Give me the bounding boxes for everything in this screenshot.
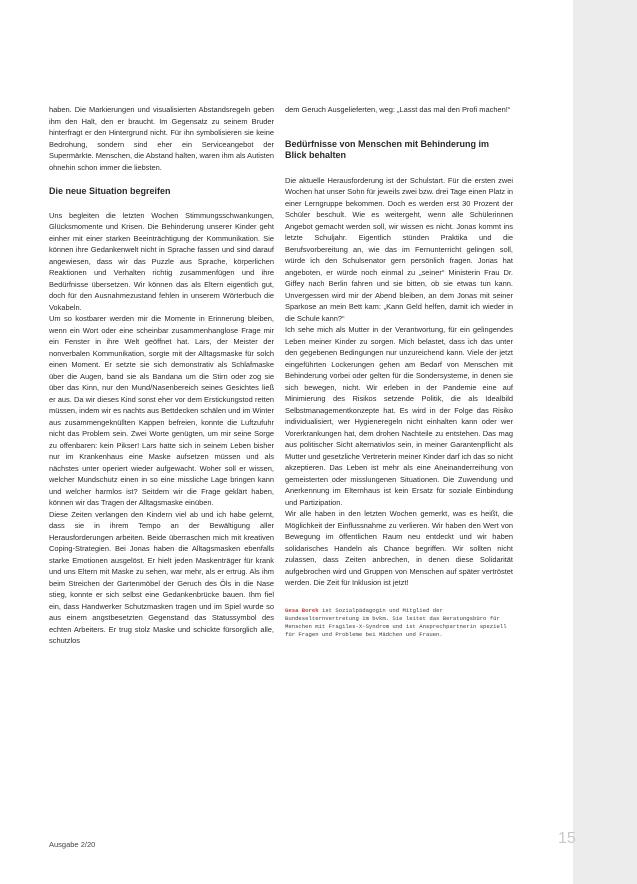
author-bio: ist Sozialpädagogin und Mitglied der Bundeselternvertretung im bvkm. Sie leitet das Beratungsbüro für Menschen mit Fragiles-X-Syndrom und ist Ansprechpartnerin speziell für Fragen und Probleme bei Mädchen und Frauen.: [285, 606, 507, 638]
body-paragraph: Um so kostbarer werden mir die Momente in Erinnerung bleiben, wenn ein Wort oder eine scheinbar zusammenhanglose Frage mir ein Fenster in ihre Welt geöffnet hat. Lars, der Meister der nonverbalen Kommunikation, sorgte mit der Alltagsmaske für solch einen Moment. Er setzte sie sich demonstrativ als Schlafmaske über die Augen, band sie als Bandana um die Stirn oder zog sie über das Kinn, nur den Mund/Nasenbereich seines Gesichtes ließ er aus. Da wir dieses Kind sonst eher vor dem Erstickungstod retten müssen, indem wir es nachts aus Bettdecken schälen und im Winter aus zusammengeknüllten Kappen befreien, konnte die Luftzufuhr nicht das Problem sein. Zwei Worte genügten, um mir seine Sorge zu offenbaren: kein Pikser! Lars hatte sich in seinem Leben bisher nur im Krankenhaus eine Maske aufsetzen müssen und als nächstes unter operiert wieder aufgewacht. Woher soll er wissen, welcher Mundschutz einen in so eine missliche Lage bringen kann und welcher harmlos ist? Seitdem wir die Frage geklärt haben, können wir das Tragen der Alltagsmaske einüben.: [49, 314, 274, 507]
body-paragraph: Diese Zeiten verlangen den Kindern viel ab und ich habe gelernt, dass sie in ihrem Tempo an der Bewältigung aller Herausforderungen arbeiten. Beide überraschen mich mit kreativen Coping-Strategien. Bei Jonas haben die Alltagsmasken ebenfalls starke Emotionen ausgelöst. Er hielt jeden Maskenträger für krank und uns Eltern mit Maske zu sehen, war mehr, als er ertrug. Als ihm beim Streichen der Gartenmöbel der Geruch des Öls in die Nase stieg, konnte er sich selbst eine Gedankenbrücke bauen. Ihm fiel ein, dass Handwerker Schutzmasken tragen und im Spiel wurde so aus einem angstbesetzten Gegenstand das Statussymbol des echten Arbeiters. Er trug stolz Maske und schickte fürsorglich alle, schutzlos: [49, 509, 274, 645]
left-intro-paragraph: haben. Die Markierungen und visualisierten Abstandsregeln geben ihm den Halt, den er braucht. Im Gegensatz zu seinem Bruder hinterfragt er den Hintergrund nicht. Für ihn symbolisieren sie keine Bedrohung, sondern sind eher ein Serviceangebot der Supermärkte. Menschen, die Abstand halten, waren ihm als Autisten ohnehin schon immer die liebsten.: [49, 105, 274, 172]
body-paragraph: Ich sehe mich als Mutter in der Verantwortung, für ein gelingendes Leben meiner Kinder zu sorgen. Mich belastet, dass ich das unter den gegebenen Bedingungen nur unzureichend kann. Viele der jetzt eingeführten Lockerungen gehen am Bedarf von Menschen mit Behinderung vorbei oder gelten für die Sondersysteme, in denen sie sich bewegen, nicht. Wir erleben in der Pandemie eine auf Minimierung des Risikos setzende Politik, die als Idealbild Selbstmanagementkonzepte hat. Es wird in der Folge das Risiko individualisiert, wer Hygieneregeln nicht einhalten kann oder wer Vorerkrankungen hat, dem drohen Nachteile zu entstehen. Das mag aus politischer Sicht alternativlos sein, in meiner Garantenpflicht als Mutter und gesetzliche Vertreterin meiner Kinder darf ich das so nicht akzeptieren. Das Leben ist mehr als eine Aneinanderreihung von gemeisterten oder misslungenen Situationen. Die Zuwendung und Anerkennung im Elternhaus ist kein Ersatz für soziale Einbindung und Partizipation.: [285, 325, 513, 507]
right-column: [285, 104, 513, 639]
page-number: 15: [558, 830, 576, 847]
body-paragraph: Wir alle haben in den letzten Wochen gemerkt, was es heißt, die Möglichkeit der Einflussnahme zu verlieren. Wir haben den Wert von Bewegung im öffentlichen Raum neu entdeckt und wir haben solidarisches Handeln als Chance begriffen. Wir sollten nicht zulassen, dass Zeiten anbrechen, in denen diese Solidarität aufgebrochen wird und Gruppen von Menschen auf später vertröstet werden. Die Zeit für Inklusion ist jetzt!: [285, 509, 513, 587]
section-heading-new-situation: Die neue Situation begreifen: [49, 186, 171, 196]
right-intro-paragraph: dem Geruch Ausgelieferten, weg: „Lasst das mal den Profi machen!“: [285, 105, 511, 114]
body-paragraph: Uns begleiten die letzten Wochen Stimmungsschwankungen, Glücksmomente und Krisen. Die Behinderung unserer Kinder geht einher mit einer starken Beeinträchtigung der Kommunikation. Sie können ihre Gedankenwelt nicht in Sprache fassen und sind darauf angewiesen, dass wir das Puzzle aus Sprache, körperlichen Reaktionen und Verhalten richtig zusammenfügen und ihre Bedürfnisse übersetzen. Wir können das als Eltern eigentlich gut, doch für den Ausnahmezustand fehlen in unserem Wörterbuch die Vokabeln.: [49, 210, 274, 312]
issue-label: Ausgabe 2/20: [49, 840, 96, 849]
section-heading-needs: Bedürfnisse von Menschen mit Behinderung im Blick behalten: [285, 138, 490, 160]
body-paragraph: Die aktuelle Herausforderung ist der Schulstart. Für die ersten zwei Wochen hat unser Sohn für jeweils zwei bzw. drei Tage einen Platz in einer Lerngruppe bekommen. Doch es werden erst 30 Prozent der Schüler beschult. Wie es weitergeht, wenn alle Schülerinnen Angebot gemacht werden soll, wir wissen es nicht. Jonas kommt ins letzte Schuljahr. Eigentlich stünden Praktika und die Berufsvorbereitung an, wie das im Fernunterricht gelingen soll, würde ich den Schulsenator gern persönlich fragen. Jonas hat angeboten, er würde noch einmal zu „seiner“ Ministerin Frau Dr. Giffey nach Berlin fahren und sie bitten, ob sie etwas tun kann. Unvergessen wird mir der Abend bleiben, an dem Jonas mit seiner Sparkose an mein Bett kam: „Kann Geld helfen, damit ich wieder in die Schule kann?“: [285, 175, 513, 323]
author-note: [285, 607, 513, 639]
left-column: [49, 104, 274, 647]
author-name: Gesa Borek: [285, 606, 319, 614]
